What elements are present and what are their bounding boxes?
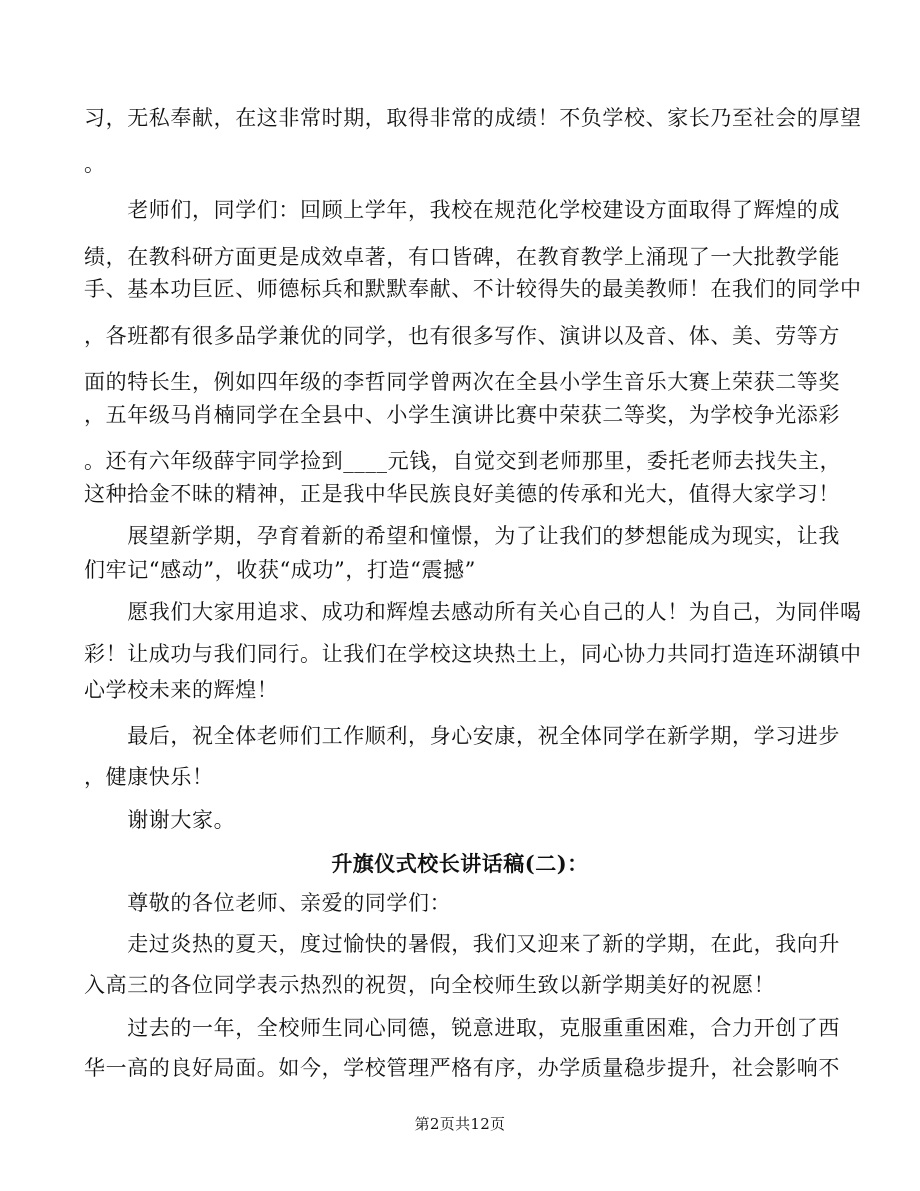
paragraph-line: 。 <box>84 152 106 176</box>
paragraph-line: 这种拾金不昧的精神，正是我中华民族良好美德的传承和光大，值得大家学习！ <box>84 482 840 506</box>
paragraph-line: 。还有六年级薛宇同学捡到____元钱，自觉交到老师那里，委托老师去找失主， <box>84 449 842 473</box>
paragraph-line: 最后，祝全体老师们工作顺利，身心安康，祝全体同学在新学期，学习进步 <box>84 724 840 748</box>
paragraph-line: 华一高的良好局面。如今，学校管理严格有序，办学质量稳步提升，社会影响不 <box>84 1056 840 1080</box>
section-title: 升旗仪式校长讲话稿(二)： <box>331 851 589 876</box>
paragraph-line: 尊敬的各位老师、亲爱的同学们： <box>84 891 452 915</box>
paragraph-line: 愿我们大家用追求、成功和辉煌去感动所有关心自己的人！为自己，为同伴喝 <box>84 600 862 624</box>
paragraph-line: 绩，在教科研方面更是成效卓著，有口皆碑，在教育教学上涌现了一大批教学能 <box>84 245 840 269</box>
paragraph-line: 过去的一年，全校师生同心同德，锐意进取，克服重重困难，合力开创了西 <box>84 1016 840 1040</box>
paragraph-line: 们牢记“感动”，收获“成功”，打造“震撼” <box>84 558 477 582</box>
paragraph-line: 走过炎热的夏天，度过愉快的暑假，我们又迎来了新的学期，在此，我向升 <box>84 932 840 956</box>
paragraph-line: ，五年级马肖楠同学在全县中、小学生演讲比赛中荣获二等奖，为学校争光添彩 <box>84 403 840 427</box>
page-number: 第2页共12页 <box>414 1115 506 1133</box>
paragraph-line: 入高三的各位同学表示热烈的祝贺，向全校师生致以新学期美好的祝愿！ <box>84 973 776 997</box>
paragraph-line: 面的特长生，例如四年级的李哲同学曾两次在全县小学生音乐大赛上荣获二等奖 <box>84 370 840 394</box>
paragraph-line: 习，无私奉献，在这非常时期，取得非常的成绩！不负学校、家长乃至社会的厚望 <box>84 106 862 130</box>
paragraph-line: ，健康快乐！ <box>84 765 214 789</box>
paragraph-line: 手、基本功巨匠、师德标兵和默默奉献、不计较得失的最美教师！在我们的同学中 <box>84 277 862 301</box>
paragraph-line: 展望新学期，孕育着新的希望和憧憬，为了让我们的梦想能成为现实，让我 <box>84 524 840 548</box>
paragraph-line: 心学校未来的辉煌！ <box>84 678 279 702</box>
paragraph-line: ，各班都有很多品学兼优的同学，也有很多写作、演讲以及音、体、美、劳等方 <box>84 324 840 348</box>
paragraph-line: 彩！让成功与我们同行。让我们在学校这块热土上，同心协力共同打造连环湖镇中 <box>84 642 862 666</box>
paragraph-line: 谢谢大家。 <box>84 808 236 832</box>
paragraph-line: 老师们，同学们：回顾上学年，我校在规范化学校建设方面取得了辉煌的成 <box>84 198 840 222</box>
